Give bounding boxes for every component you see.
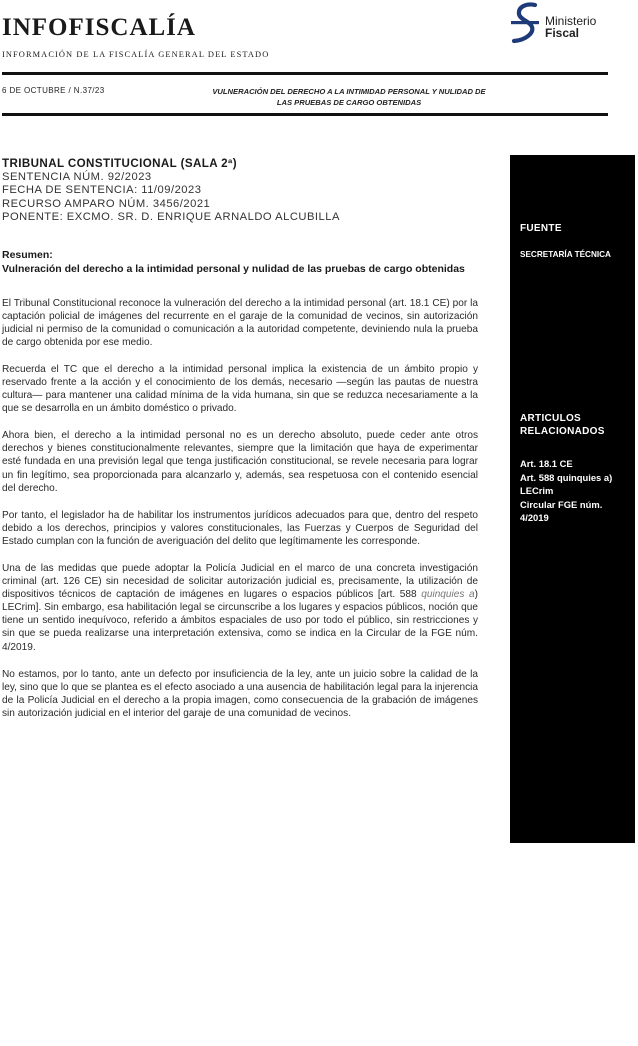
related-list <box>520 457 630 525</box>
paragraph: Ahora bien, el derecho a la intimidad personal no es un derecho absoluto, puede ceder ante otros derechos y bienes constitucionalmente relevantes, siempre que la limitación que haya de experimentar esté fundada en una previsión legal que tenga justificación constitucional, se revele necesaria para lograr un fin legítimo, sea proporcionada para alcanzarlo y, además, sea respetuosa con el contenido esencial del derecho. <box>2 430 478 494</box>
sentencia-date: FECHA DE SENTENCIA: 11/09/2023 <box>2 184 202 196</box>
header-rule-top <box>2 72 608 75</box>
summary-label: Resumen: <box>2 248 53 261</box>
paragraph: No estamos, por lo tanto, ante un defecto por insuficiencia de la ley, ante un juicio sobre la calidad de la ley, sino que lo que se plantea es el efecto asociado a una ausencia de habilitación legal para la injerencia de la Policía Judicial en el derecho a la propia imagen, como consecuencia de la grabación de imágenes sin autorización judicial en el interior del garaje de una comunidad de vecinos. <box>2 668 478 719</box>
fuente-value: SECRETARÍA TÉCNICA <box>520 250 611 259</box>
issue-headline: VULNERACIÓN DEL DERECHO A LA INTIMIDAD PERSONAL Y NULIDAD DE LAS PRUEBAS DE CARGO OBTENIDAS <box>212 87 486 107</box>
header-rule-bottom <box>2 113 608 116</box>
logo-line-1: Ministerio <box>545 14 597 28</box>
related-heading: ARTICULOS RELACIONADOS <box>520 413 605 437</box>
sidebar <box>510 155 635 843</box>
ponente: PONENTE: EXCMO. SR. D. ENRIQUE ARNALDO ALCUBILLA <box>2 211 340 223</box>
issue-date: 6 DE OCTUBRE / N.37/23 <box>2 86 105 95</box>
paragraph-text: Una de las medidas que puede adoptar la Policía Judicial en el marco de una concreta investigación criminal (art. 126 CE) sin necesidad de solicitar autorización judicial es, precisamente, la utilización de dispositivos técnicos de captación de imágenes en lugares o espacios públicos [art. 588 <box>2 563 478 601</box>
sentencia-number: SENTENCIA NÚM. 92/2023 <box>2 170 152 183</box>
fuente-heading: FUENTE <box>520 223 562 234</box>
paragraph: Por tanto, el legislador ha de habilitar los instrumentos jurídicos adecuados para que, dentro del respeto debido a los derechos, principios y valores constitucionales, las Fuerzas y Cuerpos de Seguridad del Estado cumplan con la función de averiguación del delito que legítimamente les corresponde. <box>2 509 478 547</box>
masthead-title: INFOFISCALÍA <box>2 14 196 41</box>
ministerio-fiscal-logo-icon <box>510 2 542 44</box>
ministerio-fiscal-logo <box>510 2 630 44</box>
court-name: TRIBUNAL CONSTITUCIONAL (SALA 2ª) <box>2 157 237 170</box>
paragraph-italic: quinquies a <box>421 589 475 601</box>
paragraph-text: ) LECrim]. Sin embargo, esa habilitación legal se circunscribe a los lugares y espacios públicos, noción que tiene un sentido inequívoco, referido a ámbitos espaciales de uso por todo el público, sin restricciones y sin que se pueda realizarse una interpretación extensiva, como se indica en la Circular de la FGE núm. 4/2019. <box>2 589 479 653</box>
logo-wordmark <box>545 15 596 39</box>
paragraph: El Tribunal Constitucional reconoce la vulneración del derecho a la intimidad personal (art. 18.1 CE) por la captación policial de imágenes del recurrente en el garaje de la comunidad de vecinos, sin autorización judicial ni permiso de la comunidad o comunicación a la autoridad competente, deviniendo nula la prueba de cargo obtenida por ese medio. <box>2 297 478 348</box>
masthead-subtitle: INFORMACIÓN DE LA FISCALÍA GENERAL DEL ESTADO <box>2 50 270 59</box>
main-content <box>2 157 478 734</box>
paragraph <box>2 562 478 654</box>
recurso-number: RECURSO AMPARO NÚM. 3456/2021 <box>2 197 211 210</box>
body-text <box>2 297 478 721</box>
related-item: Circular FGE núm. 4/2019 <box>520 498 603 524</box>
related-item: Art. 588 quinquies a) LECrim <box>520 471 613 497</box>
summary-title: Vulneración del derecho a la intimidad personal y nulidad de las pruebas de cargo obtenidas <box>2 262 465 275</box>
related-item: Art. 18.1 CE <box>520 458 573 469</box>
logo-line-2: Fiscal <box>545 26 580 40</box>
paragraph: Recuerda el TC que el derecho a la intimidad personal implica la existencia de un ámbito propio y reservado frente a la acción y el conocimiento de los demás, necesario —según las pautas de nuestra cultura— para mantener una calidad mínima de la vida humana, sin que se reduzca necesariamente a la que se desarrolla en un ámbito doméstico o privado. <box>2 363 478 415</box>
